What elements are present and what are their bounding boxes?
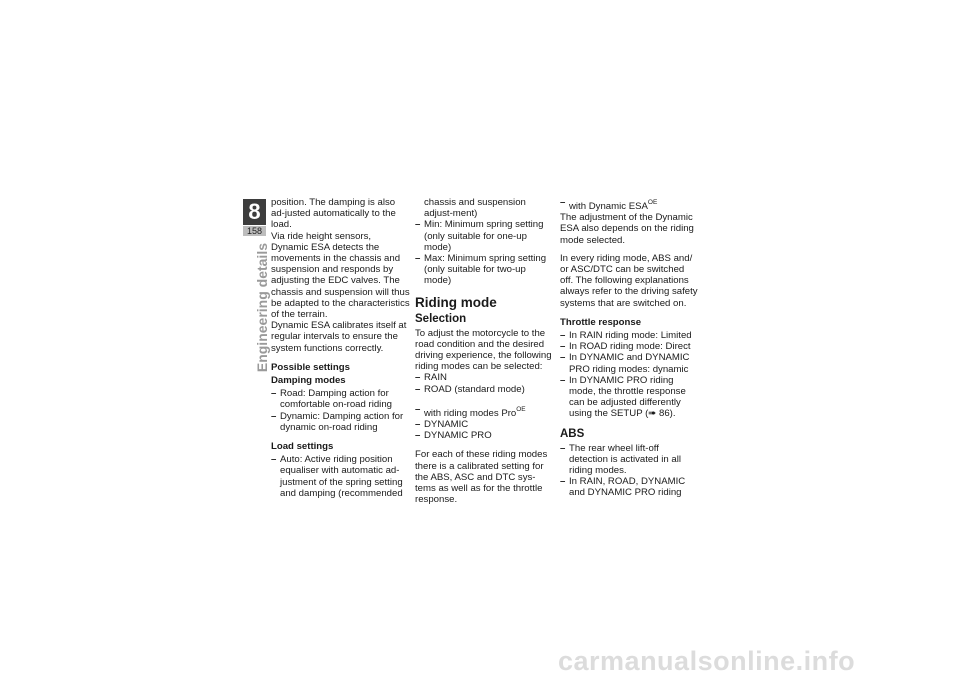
esa-label: with Dynamic ESA xyxy=(569,201,648,212)
list-item: – Road: Damping action for comfortable on-road riding xyxy=(271,388,411,410)
heading-load-settings: Load settings xyxy=(271,441,334,453)
oe-marker: OE xyxy=(516,405,526,413)
oe-marker: OE xyxy=(647,199,658,206)
pro-option xyxy=(415,404,555,419)
list-item: – In DYNAMIC and DYNAMIC PRO riding modes: dynamic xyxy=(560,352,700,374)
list-item: – Dynamic: Damping action for dynamic on-road riding xyxy=(271,411,411,433)
heading-possible-settings: Possible settings xyxy=(271,361,350,373)
damping-list xyxy=(271,388,411,433)
load-list xyxy=(271,454,411,499)
chapter-number: 8 xyxy=(243,199,266,225)
column-3 xyxy=(560,197,700,503)
list-item: – Auto: Active riding position equaliser with automatic ad-justment of the spring setting and damping (recommended xyxy=(271,454,411,499)
list-item: – In RAIN riding mode: Limited xyxy=(560,330,700,341)
load-list-continued xyxy=(415,219,555,286)
list-item: – Min: Minimum spring setting (only suitable for one-up mode) xyxy=(415,219,555,253)
paragraph: The adjustment of the Dynamic ESA also depends on the riding mode selected. xyxy=(560,212,694,246)
column-2 xyxy=(415,197,555,512)
list-item: – The rear wheel lift-off detection is activated in all riding modes. xyxy=(560,443,700,477)
column-1 xyxy=(271,197,411,503)
paragraph: In every riding mode, ABS and/ or ASC/DTC can be switched off. The following explanations always refer to the driving safety systems that are switched on. xyxy=(560,252,698,309)
paragraph: Dynamic ESA calibrates itself at regular intervals to ensure the system functions correctly. xyxy=(271,320,407,354)
continued-text: chassis and suspension adjust-ment) xyxy=(424,197,526,220)
watermark: carmanualsonline.info xyxy=(558,646,856,676)
list-item xyxy=(415,404,555,419)
heading-riding-mode: Riding mode xyxy=(415,294,497,310)
heading-damping-modes: Damping modes xyxy=(271,375,346,387)
list-item: – In RAIN, ROAD, DYNAMIC and DYNAMIC PRO riding xyxy=(560,476,700,498)
abs-list xyxy=(560,443,700,499)
page-number: 158 xyxy=(243,226,266,236)
heading-selection: Selection xyxy=(415,312,467,325)
paragraph: position. The damping is also ad-justed automatically to the load. xyxy=(271,197,396,231)
list-item xyxy=(560,197,700,212)
list-item: – DYNAMIC xyxy=(415,419,555,430)
list-item: – Max: Minimum spring setting (only suitable for two-up mode) xyxy=(415,253,555,287)
pro-label: with riding modes Pro xyxy=(424,407,517,419)
list-item: – In DYNAMIC PRO riding mode, the throttle response can be adjusted differently using the SETUP (➠ 86). xyxy=(560,375,700,420)
paragraph: To adjust the motorcycle to the road condition and the desired driving experience, the following riding modes can be selected: xyxy=(415,327,552,373)
pro-modes-list xyxy=(415,419,555,441)
modes-list xyxy=(415,372,555,394)
list-item: – DYNAMIC PRO xyxy=(415,430,555,441)
section-label: Engineering details xyxy=(254,243,270,373)
heading-abs: ABS xyxy=(560,427,585,440)
throttle-list xyxy=(560,330,700,420)
paragraph: Via ride height sensors, Dynamic ESA detects the movements in the chassis and suspension and responds by adjusting the EDC valves. The chassis and suspension will thus be adapted to the characteristics of the terrain. xyxy=(271,230,410,321)
heading-throttle-response: Throttle response xyxy=(560,316,642,328)
list-item: – ROAD (standard mode) xyxy=(415,384,555,395)
chapter-tab xyxy=(243,199,266,236)
list-item: – RAIN xyxy=(415,372,555,383)
paragraph: For each of these riding modes there is a calibrated setting for the ABS, ASC and DTC sys-tems as well as for the throttle response. xyxy=(415,449,548,506)
esa-option xyxy=(560,197,700,212)
list-item: – In ROAD riding mode: Direct xyxy=(560,341,700,352)
